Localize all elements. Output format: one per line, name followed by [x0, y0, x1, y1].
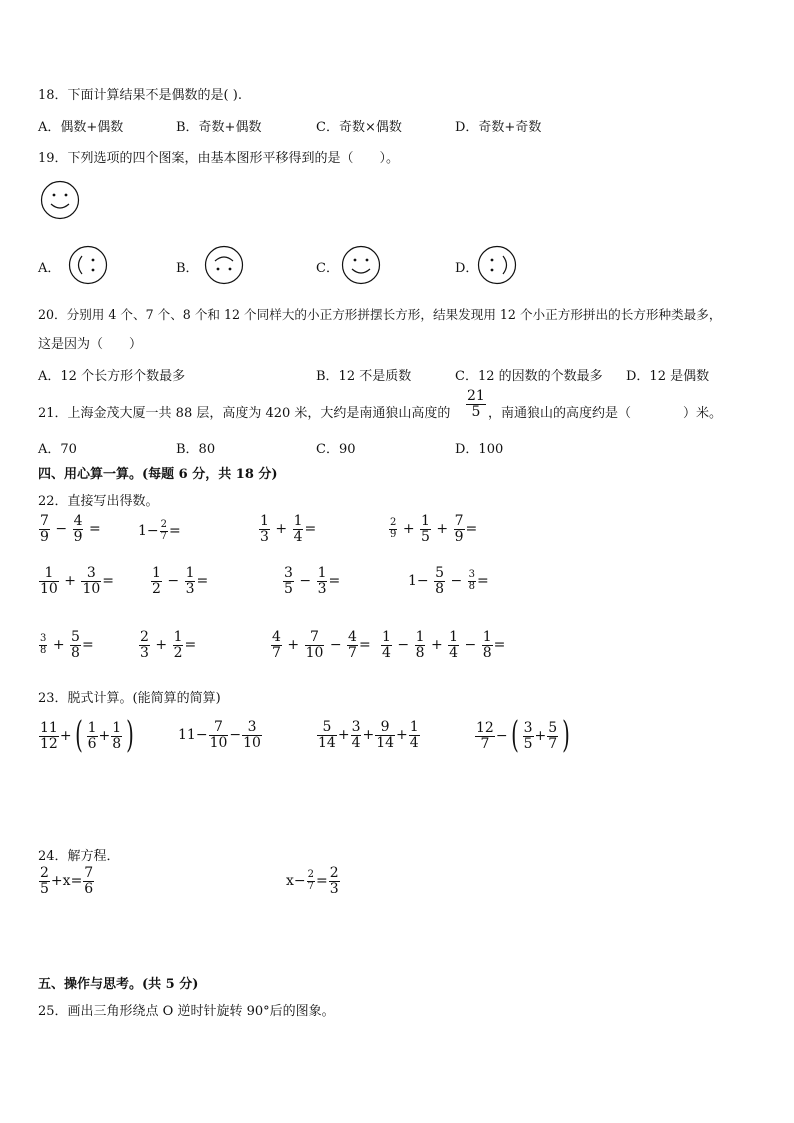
fraction-denominator: 8	[482, 644, 492, 661]
q19-option-a: A．	[38, 261, 61, 276]
q23-expr-2	[178, 720, 263, 750]
fraction-denominator: 10	[82, 580, 101, 597]
math-symbol: +	[436, 521, 449, 538]
q18-option-c: C．奇数×偶数	[316, 120, 402, 135]
fraction-numerator: 2	[140, 629, 149, 645]
q20-option-a: A．12 个长方形个数最多	[38, 369, 186, 384]
fraction-numerator: 3	[468, 569, 476, 581]
fraction-numerator: 1	[482, 629, 492, 645]
math-symbol: −	[293, 873, 306, 890]
fraction-numerator: 3	[40, 633, 47, 645]
fraction-numerator: 11	[40, 719, 58, 736]
fraction-denominator: 9	[73, 528, 83, 545]
q22-expr-12	[380, 630, 505, 660]
q23-expr-3	[316, 720, 421, 750]
fraction-denominator: 4	[293, 528, 303, 545]
fraction-denominator: 3	[140, 644, 149, 661]
fraction-numerator: 1	[382, 629, 391, 645]
fraction-denominator: 10	[40, 580, 58, 597]
q20-stem-line1: 20．分别用 4 个、7 个、8 个和 12 个同样大的小正方形拼摆长方形，结果发现用 12 个小正方形拼出的长方形种类最多，	[38, 307, 722, 322]
fraction	[151, 566, 162, 596]
math-symbol: −	[397, 637, 410, 654]
q24-stem: 24．解方程．	[38, 849, 120, 864]
q18-stem: 18．下面计算结果不是偶数的是( ).	[38, 88, 242, 103]
q18-option-b: B．奇数+偶数	[176, 120, 262, 135]
math-symbol: +	[155, 637, 168, 654]
fraction-denominator: 5	[284, 580, 293, 597]
fraction-numerator: 12	[476, 719, 494, 736]
smiley-face-base-figure	[40, 180, 80, 220]
fraction-numerator: 7	[40, 513, 49, 529]
math-symbol: x	[62, 873, 71, 890]
parenthesis: )	[562, 715, 571, 756]
q19-stem: 19．下列选项的四个图案，由基本图形平移得到的是（ ）。	[38, 151, 400, 166]
fraction	[173, 630, 184, 660]
q23-stem: 23．脱式计算。(能简算的简算)	[38, 691, 221, 706]
q23-expr-1	[38, 715, 137, 756]
fraction-numerator: 3	[351, 719, 361, 735]
fraction	[317, 720, 337, 750]
parenthesis: (	[74, 715, 83, 756]
fraction-denominator: 3	[185, 580, 195, 597]
math-symbol: =	[304, 521, 317, 538]
fraction-numerator: 5	[71, 629, 80, 645]
fraction-numerator: 1	[317, 565, 327, 581]
fraction-denominator: 10	[305, 644, 324, 661]
math-symbol: =	[316, 873, 328, 890]
fraction	[39, 634, 47, 656]
fraction-numerator: 1	[421, 513, 430, 529]
math-symbol: +	[402, 521, 415, 538]
fraction	[409, 720, 420, 750]
q22-expr-3	[258, 514, 316, 544]
fraction-numerator: 7	[454, 513, 464, 529]
math-symbol: +	[98, 728, 111, 744]
fraction-denominator: 5	[40, 880, 49, 897]
fraction	[415, 630, 426, 660]
fraction	[389, 518, 397, 540]
fraction	[87, 721, 98, 751]
q23-expr-4	[474, 715, 573, 756]
fraction-numerator: 2	[40, 865, 49, 881]
math-symbol: =	[465, 521, 478, 538]
q18-option-d: D．奇数+奇数	[455, 120, 542, 135]
q22-expr-11	[270, 630, 371, 660]
q21-fraction-numerator: 21	[467, 388, 485, 404]
math-symbol: −	[299, 573, 312, 590]
fraction-denominator: 8	[415, 644, 425, 661]
fraction-numerator: 1	[152, 565, 161, 581]
q22-expr-1	[38, 514, 101, 544]
fraction-denominator: 7	[480, 735, 490, 752]
math-symbol: +	[534, 728, 547, 744]
fraction-denominator: 7	[548, 735, 558, 752]
fraction-denominator: 8	[468, 580, 476, 592]
fraction	[381, 630, 392, 660]
math-symbol: +	[396, 727, 408, 744]
fraction-numerator: 1	[173, 629, 183, 645]
fraction	[448, 630, 459, 660]
fraction-numerator: 1	[260, 513, 269, 529]
fraction-denominator: 10	[243, 734, 261, 751]
q20-option-c: C．12 的因数的个数最多	[455, 369, 603, 384]
q24-equation-2	[286, 866, 341, 896]
fraction-denominator: 4	[449, 644, 459, 661]
fraction-numerator: 4	[348, 629, 357, 645]
q21-stem-before: 21．上海金茂大厦一共 88 层，高度为 420 米，大约是南通狼山高度的	[38, 406, 451, 421]
fraction	[434, 566, 445, 596]
fraction-denominator: 3	[317, 580, 327, 597]
fraction-denominator: 12	[40, 735, 58, 752]
fraction	[39, 866, 50, 896]
fraction	[83, 866, 94, 896]
fraction-denominator: 6	[87, 735, 97, 752]
fraction	[466, 389, 486, 419]
fraction-numerator: 7	[84, 865, 94, 881]
q24-equation-1	[38, 866, 95, 896]
face-rotated-right-icon	[68, 245, 108, 285]
section-4-heading: 四、用心算一算。(每题 6 分，共 18 分)	[38, 467, 278, 482]
math-symbol: =	[169, 523, 181, 539]
parenthesis: (	[510, 715, 519, 756]
q21-option-b: B．80	[176, 442, 216, 457]
fraction-numerator: 5	[548, 719, 558, 736]
q25-stem: 25．画出三角形绕点 O 逆时针旋转 90°后的图象。	[38, 1004, 335, 1019]
math-symbol: −	[416, 573, 429, 590]
fraction-numerator: 4	[73, 513, 83, 529]
fraction-denominator: 14	[318, 734, 336, 751]
q21-fraction	[465, 389, 487, 419]
q18-option-a: A．偶数+偶数	[38, 120, 124, 135]
math-symbol: 1	[138, 523, 147, 539]
fraction-numerator: 5	[317, 720, 337, 736]
fraction-numerator: 1	[39, 566, 59, 582]
math-symbol: +	[362, 727, 375, 744]
fraction	[73, 514, 84, 544]
q19-option-d: D．	[455, 261, 479, 276]
math-symbol: =	[493, 637, 506, 654]
fraction	[547, 721, 558, 751]
fraction-numerator: 1	[293, 513, 303, 529]
q22-expr-10	[138, 630, 196, 660]
fraction-numerator: 2	[307, 869, 315, 881]
fraction	[475, 721, 495, 751]
fraction	[454, 514, 465, 544]
math-symbol: +	[287, 637, 300, 654]
fraction-numerator: 2	[390, 517, 397, 529]
fraction	[39, 514, 50, 544]
fraction-denominator: 5	[523, 735, 533, 752]
q22-stem: 22．直接写出得数。	[38, 494, 159, 509]
fraction-denominator: 2	[173, 644, 183, 661]
fraction-denominator: 9	[40, 528, 49, 545]
fraction-denominator: 6	[84, 880, 94, 897]
fraction	[39, 721, 59, 751]
fraction	[39, 566, 59, 596]
fraction	[70, 630, 81, 660]
math-symbol: −	[229, 727, 242, 744]
fraction-numerator: 1	[409, 719, 419, 735]
math-symbol: =	[70, 873, 83, 890]
q20-option-d: D．12 是偶数	[626, 369, 710, 384]
section-5-heading: 五、操作与思考。(共 5 分)	[38, 977, 199, 992]
fraction	[482, 630, 493, 660]
fraction	[81, 566, 101, 596]
math-symbol: −	[195, 727, 208, 744]
q22-expr-7	[282, 566, 340, 596]
fraction-numerator: 1	[87, 719, 97, 736]
q22-expr-6	[150, 566, 208, 596]
q21-fraction-denominator: 5	[471, 403, 481, 420]
fraction	[307, 870, 315, 892]
fraction	[259, 514, 270, 544]
fraction-denominator: 8	[435, 580, 445, 597]
fraction-denominator: 9	[390, 528, 397, 540]
fraction	[347, 630, 358, 660]
fraction-numerator: 5	[435, 565, 445, 581]
face-rotated-left-icon	[477, 245, 517, 285]
fraction-denominator: 7	[348, 644, 357, 661]
math-symbol: =	[358, 637, 371, 654]
q22-expr-8	[408, 566, 489, 596]
fraction	[329, 866, 340, 896]
fraction-numerator: 2	[160, 519, 168, 530]
q19-option-c: C．	[316, 261, 339, 276]
fraction-denominator: 5	[421, 528, 430, 545]
fraction	[242, 720, 262, 750]
q21-stem-after: ，南通狼山的高度约是（ ）米。	[488, 406, 723, 421]
math-symbol: =	[102, 573, 115, 590]
fraction-denominator: 4	[351, 734, 361, 751]
math-symbol: +	[50, 873, 63, 890]
face-upright-icon	[341, 245, 381, 285]
math-symbol: =	[184, 637, 197, 654]
math-symbol: −	[329, 637, 342, 654]
math-symbol: 1	[408, 573, 417, 590]
fraction	[185, 566, 196, 596]
fraction	[139, 630, 150, 660]
fraction-numerator: 9	[375, 720, 395, 736]
fraction-denominator: 7	[272, 644, 281, 661]
fraction-denominator: 14	[376, 734, 395, 751]
fraction-denominator: 8	[112, 735, 122, 752]
fraction-denominator: 10	[209, 734, 228, 751]
q22-expr-5	[38, 566, 114, 596]
fraction-numerator: 7	[209, 720, 229, 736]
fraction	[468, 570, 476, 592]
math-symbol: −	[495, 728, 508, 744]
fraction	[209, 720, 229, 750]
fraction	[317, 566, 328, 596]
fraction	[351, 720, 362, 750]
fraction	[160, 520, 168, 542]
fraction	[283, 566, 294, 596]
q22-expr-9	[38, 630, 94, 660]
fraction	[271, 630, 282, 660]
math-symbol: =	[477, 573, 489, 590]
fraction	[420, 514, 431, 544]
fraction	[293, 514, 304, 544]
math-symbol: +	[52, 637, 65, 654]
q21-option-a: A．70	[38, 442, 77, 457]
math-symbol: +	[275, 521, 288, 538]
math-symbol: =	[196, 573, 209, 590]
fraction-numerator: 7	[305, 630, 325, 646]
fraction-numerator: 2	[329, 865, 339, 881]
math-symbol: x	[286, 873, 294, 890]
fraction-denominator: 8	[40, 644, 47, 656]
fraction	[305, 630, 325, 660]
fraction-denominator: 4	[409, 734, 419, 751]
fraction-denominator: 4	[382, 644, 391, 661]
math-symbol: −	[167, 573, 180, 590]
fraction-numerator: 3	[81, 566, 101, 582]
math-symbol: =	[88, 521, 101, 538]
fraction-denominator: 7	[160, 530, 168, 542]
fraction-denominator: 2	[152, 580, 161, 597]
q21-option-c: C．90	[316, 442, 356, 457]
face-upside-down-icon	[204, 245, 244, 285]
fraction-numerator: 1	[112, 719, 122, 736]
math-symbol: −	[146, 523, 159, 539]
q22-expr-4	[388, 514, 477, 544]
fraction-denominator: 9	[454, 528, 464, 545]
fraction	[523, 721, 534, 751]
math-symbol: −	[464, 637, 477, 654]
q19-option-b: B．	[176, 261, 199, 276]
math-symbol: =	[328, 573, 341, 590]
q20-option-b: B．12 不是质数	[316, 369, 412, 384]
math-symbol: 11	[178, 727, 196, 744]
fraction	[375, 720, 395, 750]
fraction-numerator: 3	[284, 565, 293, 581]
fraction	[111, 721, 122, 751]
q20-stem-line2: 这是因为（ ）	[38, 337, 143, 352]
math-symbol: =	[81, 637, 94, 654]
fraction-denominator: 7	[307, 880, 315, 892]
q22-expr-2	[138, 520, 181, 542]
fraction-denominator: 3	[260, 528, 269, 545]
parenthesis: )	[126, 715, 135, 756]
math-symbol: −	[55, 521, 68, 538]
math-symbol: +	[64, 573, 77, 590]
fraction-numerator: 3	[523, 719, 533, 736]
fraction-numerator: 1	[415, 629, 425, 645]
fraction-denominator: 8	[71, 644, 80, 661]
fraction-numerator: 4	[272, 629, 281, 645]
math-symbol: +	[59, 728, 72, 744]
math-symbol: +	[430, 637, 443, 654]
fraction-numerator: 1	[449, 629, 459, 645]
math-symbol: −	[450, 573, 463, 590]
math-symbol: +	[337, 727, 350, 744]
fraction-numerator: 3	[242, 720, 262, 736]
q21-option-d: D．100	[455, 442, 504, 457]
fraction-numerator: 1	[185, 565, 195, 581]
fraction-denominator: 3	[329, 880, 339, 897]
